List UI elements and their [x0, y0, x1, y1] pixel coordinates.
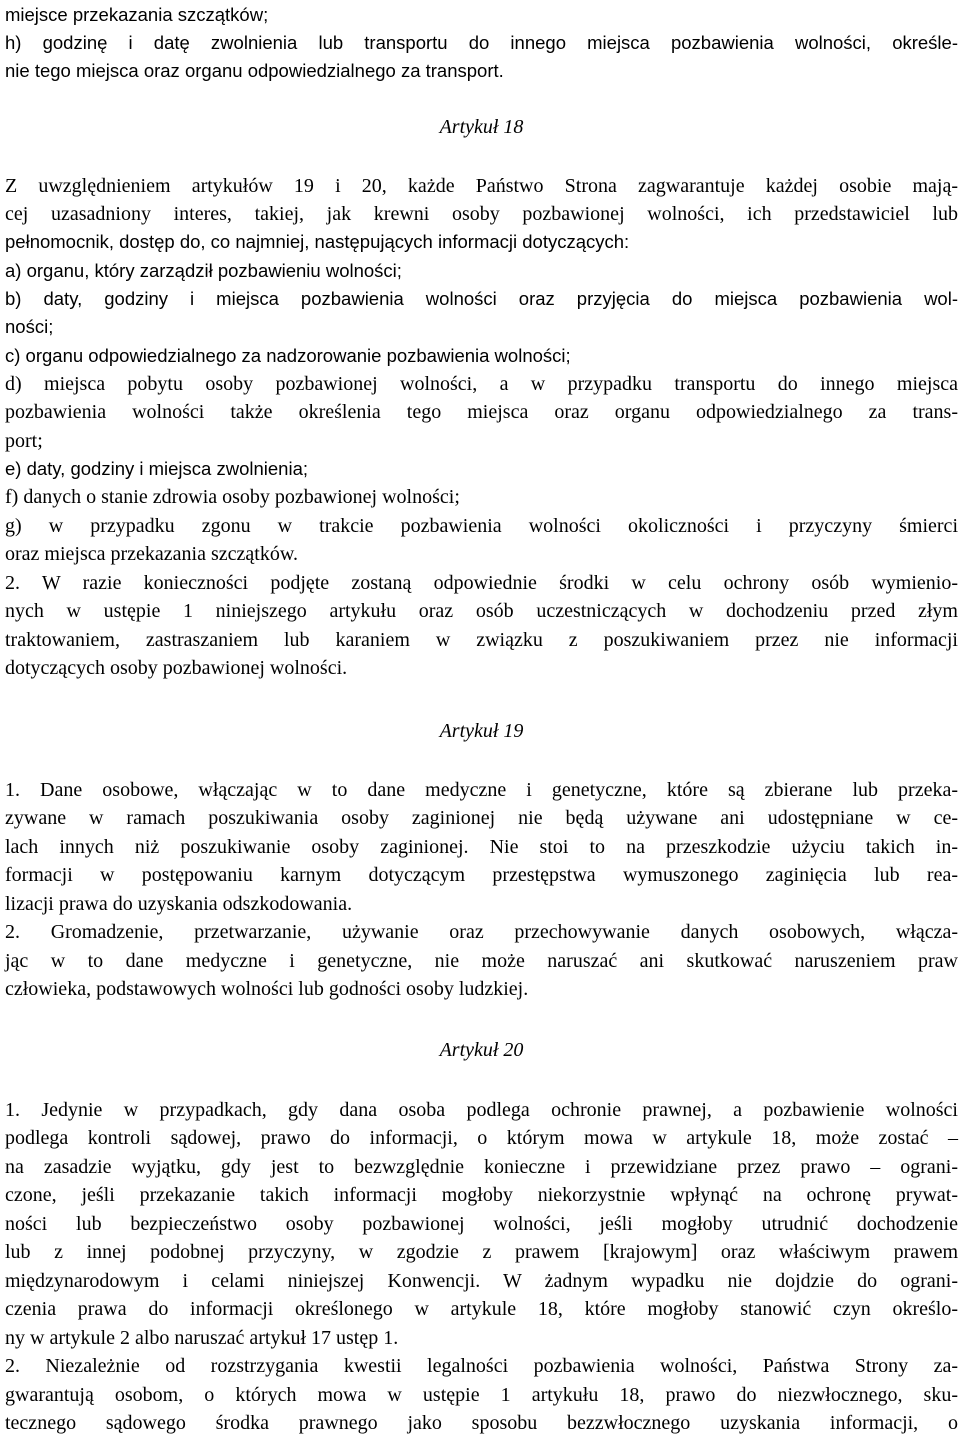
text-line: pozbawienia wolności także określenia tego miejsca oraz organu odpowiedzialnego za trans- [5, 401, 958, 423]
text-line: tecznego sądowego środka prawnego jako sposobu bezzwłocznego uzyskania informacji, o [5, 1412, 958, 1434]
text-line: formacji w postępowaniu karnym dotyczącym przestępstwa wymuszonego zaginięcia lub rea- [5, 864, 958, 886]
text-line: port; [5, 430, 43, 452]
text-line: pełnomocnik, dostęp do, co najmniej, następujących informacji dotyczących: [5, 231, 630, 252]
paragraph-2-line: 2. Gromadzenie, przetwarzanie, używanie oraz przechowywanie danych osobowych, włącza- [5, 921, 958, 943]
list-item-e: e) daty, godziny i miejsca zwolnienia; [5, 458, 308, 479]
text-line: lizacji prawa do uzyskania odszkodowania. [5, 893, 353, 915]
text-line: cej uzasadniony interes, takiej, jak krewni osoby pozbawionej wolności, ich przedstawiciel lub [5, 203, 958, 225]
list-item-c: c) organu odpowiedzialnego za nadzorowanie pozbawienia wolności; [5, 345, 571, 366]
text-line: zywane w ramach poszukiwania osoby zaginionej nie będą używane ani udostępniane w ce- [5, 807, 958, 829]
text-line: ności lub bezpieczeństwo osoby pozbawionej wolności, jeśli mogłoby utrudnić dochodzenie [5, 1213, 958, 1235]
text-line: dotyczących osoby pozbawionej wolności. [5, 657, 348, 679]
paragraph-1-line: 1. Jedynie w przypadkach, gdy dana osoba podlega ochronie prawnej, a pozbawienie wolności [5, 1099, 958, 1121]
text-line: nych w ustępie 1 niniejszego artykułu oraz osób uczestniczących w dochodzeniu przed złym [5, 600, 958, 622]
list-item-b: b) daty, godziny i miejsca pozbawienia wolności oraz przyjęcia do miejsca pozbawienia wol- [5, 288, 958, 309]
text-line: miejsce przekazania szczątków; [5, 4, 269, 25]
text-line: h) godzinę i datę zwolnienia lub transportu do innego miejsca pozbawienia wolności, określe- [5, 32, 958, 53]
text-line: czone, jeśli przekazanie takich informacji mogłoby niekorzystnie wpłynąć na ochronę prywat- [5, 1184, 958, 1206]
text-line: ności; [5, 316, 54, 337]
text-line: międzynarodowym i celami niniejszej Konwencji. W żadnym wypadku nie dojdzie do ograni- [5, 1270, 958, 1292]
text-line: gwarantują osobom, o których mowa w ustępie 1 artykułu 18, prawo do niezwłocznego, sku- [5, 1384, 958, 1406]
text-line: ny w artykule 2 albo naruszać artykuł 17 ustęp 1. [5, 1327, 399, 1349]
text-line: oraz miejsca przekazania szczątków. [5, 543, 298, 565]
list-item-f: f) danych o stanie zdrowia osoby pozbawionej wolności; [5, 486, 460, 508]
paragraph-2-line: 2. W razie konieczności podjęte zostaną odpowiednie środki w celu ochrony osób wymienio- [5, 572, 958, 594]
paragraph-1-line: 1. Dane osobowe, włączając w to dane medyczne i genetyczne, które są zbierane lub przeka- [5, 779, 958, 801]
article-19-heading: Artykuł 19 [439, 720, 524, 742]
text-line: podlega kontroli sądowej, prawo do informacji, o którym mowa w artykule 18, może zostać – [5, 1127, 958, 1149]
paragraph-2-line: 2. Niezależnie od rozstrzygania kwestii legalności pozbawienia wolności, Państwa Strony za- [5, 1355, 958, 1377]
text-line: na zasadzie wyjątku, gdy jest to bezwzględnie konieczne i przewidziane przez prawo – ograni- [5, 1156, 958, 1178]
article-18-heading: Artykuł 18 [439, 116, 524, 138]
list-item-d: d) miejsca pobytu osoby pozbawionej wolności, a w przypadku transportu do innego miejsca [5, 373, 958, 395]
text-line: nie tego miejsca oraz organu odpowiedzialnego za transport. [5, 60, 504, 81]
text-line: Z uwzględnieniem artykułów 19 i 20, każde Państwo Strona zagwarantuje każdej osobie mają- [5, 175, 958, 197]
text-line: lach innych niż poszukiwanie osoby zaginionej. Nie stoi to na przeszkodzie użyciu takich in- [5, 836, 958, 858]
text-line: czenia prawa do informacji określonego w artykule 18, które mogłoby stanowić czyn określo- [5, 1298, 958, 1320]
article-20-heading: Artykuł 20 [439, 1039, 524, 1061]
text-line: lub z innej podobnej przyczyny, w zgodzie z prawem [krajowym] oraz właściwym prawem [5, 1241, 958, 1263]
text-line: człowieka, podstawowych wolności lub godności osoby ludzkiej. [5, 978, 529, 1000]
list-item-g: g) w przypadku zgonu w trakcie pozbawienia wolności okoliczności i przyczyny śmierci [5, 515, 958, 537]
list-item-a: a) organu, który zarządził pozbawieniu wolności; [5, 260, 402, 281]
text-line: jąc w to dane medyczne i genetyczne, nie może naruszać ani skutkować naruszeniem praw [5, 950, 958, 972]
text-line: traktowaniem, zastraszaniem lub karaniem w związku z poszukiwaniem przez nie informacji [5, 629, 958, 651]
